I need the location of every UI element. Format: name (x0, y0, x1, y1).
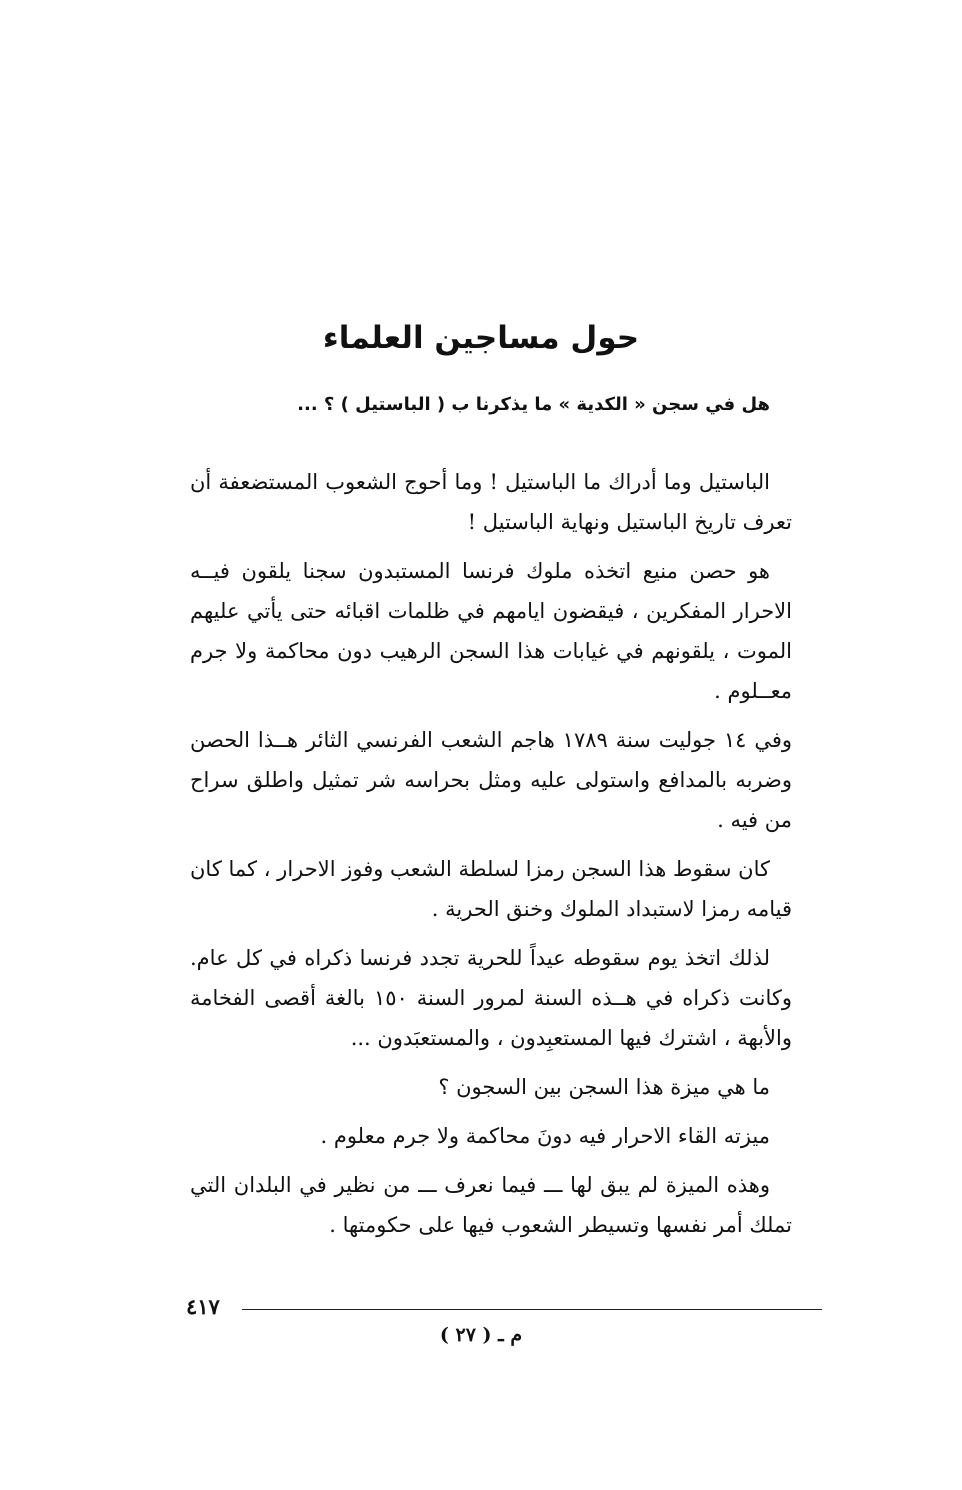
paragraph-4: كان سقوط هذا السجن رمزا لسلطة الشعب وفوز الاحرار ، كما كان قيامه رمزا لاستبداد الملوك وخنق الحرية . (190, 857, 792, 921)
footer-divider (242, 1309, 822, 1310)
paragraph-1: الباستيل وما أدراك ما الباستيل ! وما أحوج الشعوب المستضعفة أن تعرف تاريخ الباستيل ونهاية الباستيل ! (190, 470, 792, 534)
signature-mark: م ـ ( ٢٧ ) (439, 1324, 523, 1346)
paragraph-2: هو حصن منيع اتخذه ملوك فرنسا المستبدون سجنا يلقون فيــه الاحرار المفكرين ، فيقضون ايامهم في ظلمات اقبائه حتى يأتي عليهم الموت ، يلقونهم في غيابات هذا السجن الرهيب دون محاكمة ولا جرم معــلوم . (190, 559, 792, 703)
paragraph-3: وفي ١٤ جوليت سنة ١٧٨٩ هاجم الشعب الفرنسي الثائر هــذا الحصن وضربه بالمدافع واستولى عليه ومثل بحراسه شر تمثيل واطلق سراح من فيه . (190, 728, 792, 832)
article-body (190, 462, 792, 1245)
paragraph-7: ميزته القاء الاحرار فيه دونَ محاكمة ولا جرم معلوم . (320, 1124, 770, 1148)
paragraph-8: وهذه الميزة لم يبق لها ـــ فيما نعرف ـــ من نظير في البلدان التي تملك أمر نفسها وتسيطر الشعوب فيها على حكومتها . (190, 1173, 792, 1237)
page-subtitle: هل في سجن « الكدية » ما يذكرنا ب ( الباستيل ) ؟ ... (297, 394, 770, 415)
page-title: حول مساجين العلماء (322, 320, 640, 356)
page-number: ٤١٧ (186, 1294, 220, 1319)
paragraph-6: ما هي ميزة هذا السجن بين السجون ؟ (438, 1075, 770, 1099)
paragraph-5: لذلك اتخذ يوم سقوطه عيداً للحرية تجدد فرنسا ذكراه في كل عام. وكانت ذكراه في هــذه السنة لمرور السنة ١٥٠ بالغة أقصى الفخامة والأبهة ، اشترك فيها المستعبِدون ، والمستعبَدون ... (190, 946, 793, 1050)
